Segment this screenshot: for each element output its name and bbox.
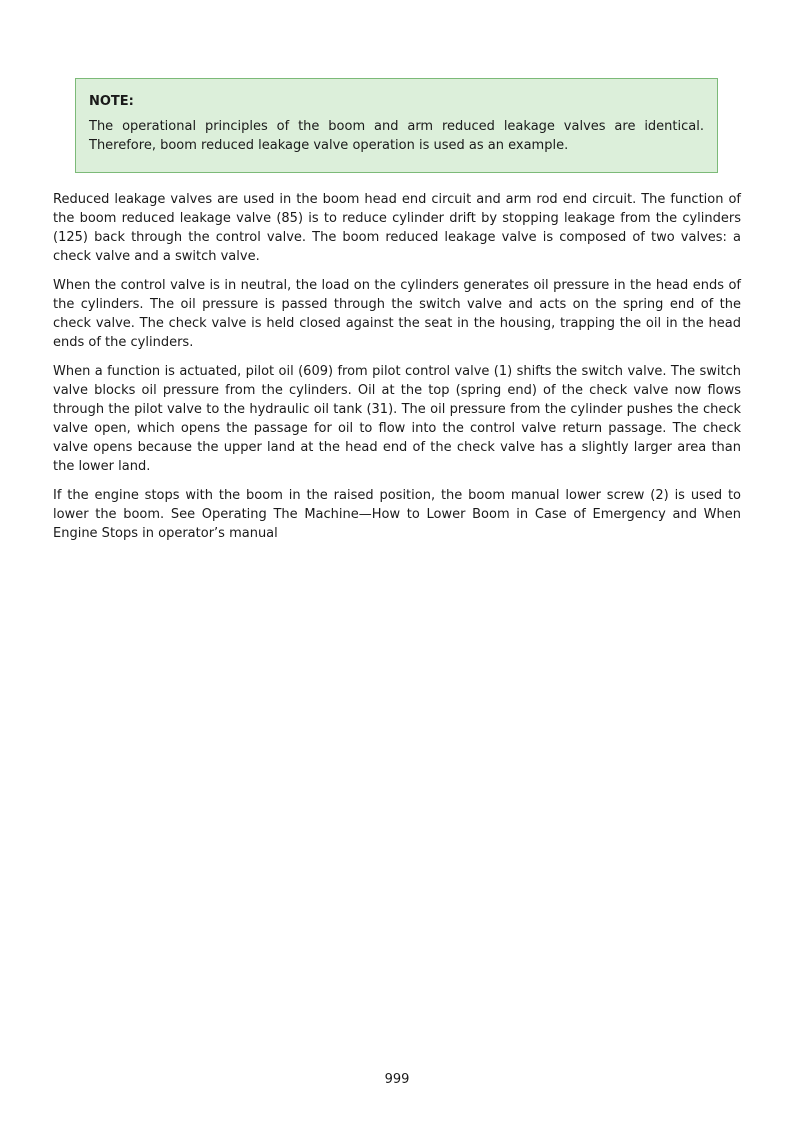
page-number: 999 <box>384 1072 410 1087</box>
paragraph: When the control valve is in neutral, the load on the cylinders generates oil pressure in the head ends of the cylinders. The oil pressure is passed through the switch valve and acts on the spring end of the check valve. The check valve is held closed against the seat in the housing, trapping the oil in the head ends of the cylinders. <box>53 278 741 350</box>
paragraph: Reduced leakage valves are used in the boom head end circuit and arm rod end circuit. The function of the boom reduced leakage valve (85) is to reduce cylinder drift by stopping leakage from the cylinders (125) back through the control valve. The boom reduced leakage valve is composed of two valves: a check valve and a switch valve. <box>53 192 741 264</box>
note-title: NOTE: <box>89 94 134 109</box>
body-text <box>53 190 741 553</box>
note-text: The operational principles of the boom and arm reduced leakage valves are identical. Therefore, boom reduced leakage valve operation is used as an example. <box>89 119 704 153</box>
paragraph: If the engine stops with the boom in the raised position, the boom manual lower screw (2) is used to lower the boom. See Operating The Machine—How to Lower Boom in Case of Emergency and When Engine Stops in operator’s manual <box>53 488 741 541</box>
note-box <box>75 78 718 173</box>
paragraph: When a function is actuated, pilot oil (609) from pilot control valve (1) shifts the switch valve. The switch valve blocks oil pressure from the cylinders. Oil at the top (spring end) of the check valve now flows through the pilot valve to the hydraulic oil tank (31). The oil pressure from the cylinder pushes the check valve open, which opens the passage for oil to flow into the control valve return passage. The check valve opens because the upper land at the head end of the check valve has a slightly larger area than the lower land. <box>53 364 741 474</box>
